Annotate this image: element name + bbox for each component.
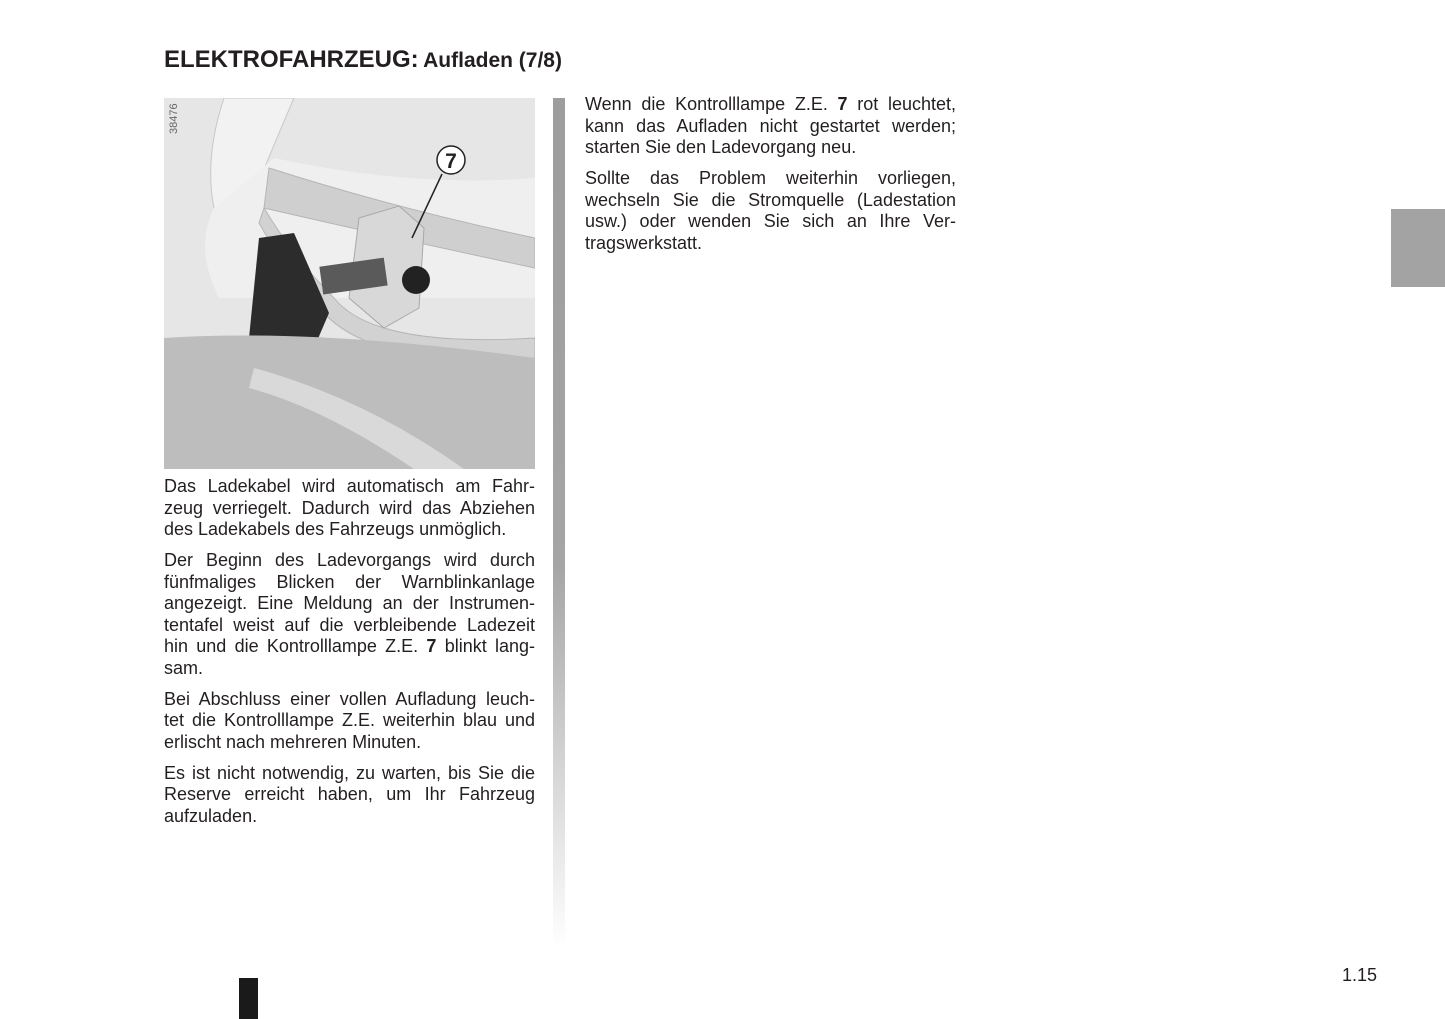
text-segment: Der Beginn des Ladevorgangs wird durch	[164, 550, 535, 570]
text-segment: des Ladekabels des Fahrzeugs unmöglich.	[164, 519, 507, 539]
paragraph	[585, 168, 956, 254]
text-segment: tet die Kontrolllampe Z.E. weiterhin blau und	[164, 710, 535, 730]
page-marker-bar	[239, 978, 258, 1019]
paragraph	[164, 763, 535, 828]
text-line	[164, 550, 535, 572]
text-line	[164, 498, 535, 520]
text-line	[164, 572, 535, 594]
page-number: 1.15	[1342, 965, 1378, 985]
text-segment: tentafel weist auf die verbleibende Ladezeit	[164, 614, 535, 635]
text-segment: Bei Abschluss einer vollen Aufladung leuch-	[164, 688, 535, 709]
text-segment: usw.) oder wenden Sie sich an Ihre Ver-	[585, 211, 956, 231]
charging-socket-illustration	[164, 98, 535, 469]
text-line	[164, 658, 535, 680]
text-line	[164, 593, 535, 615]
text-line	[164, 763, 535, 785]
text-line	[585, 168, 956, 190]
figure-reference-number: 38476	[168, 103, 180, 134]
text-segment: erlischt nach mehreren Minuten.	[164, 731, 422, 752]
text-line	[585, 116, 956, 138]
title-sub: Aufladen (7/8)	[423, 49, 562, 72]
text-line	[164, 636, 535, 658]
right-column-text	[585, 94, 956, 264]
paragraph	[164, 689, 535, 754]
paragraph	[164, 550, 535, 679]
text-segment: blinkt lang-	[436, 636, 535, 656]
text-segment: starten Sie den Ladevorgang neu.	[585, 137, 857, 157]
text-line	[164, 519, 535, 541]
text-line	[585, 211, 956, 233]
text-segment: rot leuchtet,	[847, 94, 956, 114]
bold-reference: 7	[837, 94, 848, 114]
text-line	[164, 732, 535, 754]
text-segment: aufzuladen.	[164, 805, 258, 826]
text-segment: Reserve erreicht haben, um Ihr Fahrzeug	[164, 784, 535, 804]
text-segment: Wenn die Kontrolllampe Z.E.	[585, 94, 838, 114]
text-line	[585, 137, 956, 159]
title-main: ELEKTROFAHRZEUG:	[164, 46, 419, 73]
text-segment: angezeigt. Eine Meldung an der Instrumen-	[164, 593, 535, 613]
text-segment: sam.	[164, 657, 204, 678]
text-segment: zeug verriegelt. Dadurch wird das Abziehen	[164, 497, 535, 518]
text-line	[164, 615, 535, 637]
column-divider	[553, 98, 565, 948]
text-segment: Es ist nicht notwendig, zu warten, bis Sie die	[164, 762, 535, 783]
text-segment: fünfmaliges Blicken der Warnblinkanlage	[164, 571, 535, 592]
paragraph	[585, 94, 956, 159]
chapter-tab	[1391, 209, 1445, 287]
text-line	[585, 94, 956, 116]
car-front-drawing	[164, 98, 535, 469]
text-line	[164, 784, 535, 806]
bold-reference: 7	[426, 636, 437, 656]
text-line	[585, 190, 956, 212]
text-line	[164, 476, 535, 498]
text-segment: kann das Aufladen nicht gestartet werden;	[585, 115, 956, 136]
text-line	[164, 689, 535, 711]
text-segment: Das Ladekabel wird automatisch am Fahr-	[164, 476, 535, 496]
text-line	[585, 233, 956, 255]
left-column-text	[164, 476, 535, 837]
text-line	[164, 710, 535, 732]
text-segment: wechseln Sie die Stromquelle (Ladestation	[585, 189, 956, 210]
page-title	[164, 46, 562, 74]
text-segment: hin und die Kontrolllampe Z.E.	[164, 636, 427, 656]
text-segment: tragswerkstatt.	[585, 232, 703, 253]
text-line	[164, 806, 535, 828]
callout-label: 7	[445, 150, 457, 173]
paragraph	[164, 476, 535, 541]
text-segment: Sollte das Problem weiterhin vorliegen,	[585, 168, 956, 188]
